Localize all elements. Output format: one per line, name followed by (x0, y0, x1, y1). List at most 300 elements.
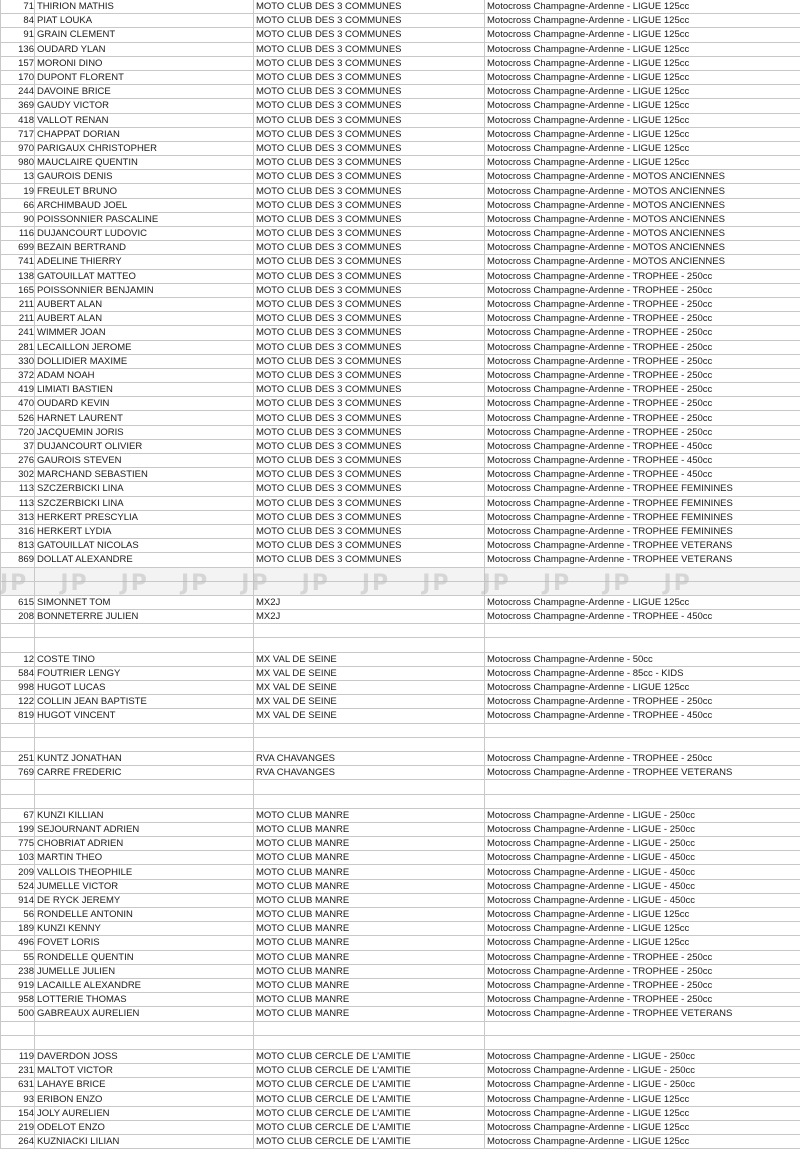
rider-name-cell: GAUDY VICTOR (35, 99, 254, 113)
rider-number-cell: 470 (1, 397, 35, 411)
category-cell: Motocross Champagne-Ardenne - TROPHEE - 450cc (485, 610, 800, 624)
rider-name-cell: RONDELLE QUENTIN (35, 950, 254, 964)
category-cell: Motocross Champagne-Ardenne - LIGUE 125cc (485, 908, 800, 922)
category-cell (485, 723, 800, 737)
rider-name-cell: POISSONNIER PASCALINE (35, 212, 254, 226)
table-row (1, 99, 800, 113)
rider-name-cell (35, 794, 254, 808)
rider-name-cell: HARNET LAURENT (35, 411, 254, 425)
club-name-cell: MOTO CLUB DES 3 COMMUNES (254, 141, 485, 155)
club-name-cell: MOTO CLUB DES 3 COMMUNES (254, 28, 485, 42)
rider-number-cell: 819 (1, 709, 35, 723)
table-row (1, 1135, 800, 1149)
club-name-cell (254, 624, 485, 638)
club-name-cell: MOTO CLUB DES 3 COMMUNES (254, 297, 485, 311)
rider-number-cell: 241 (1, 326, 35, 340)
rider-number-cell: 165 (1, 283, 35, 297)
rider-name-cell: DUJANCOURT OLIVIER (35, 439, 254, 453)
table-row (1, 908, 800, 922)
rider-number-cell: 720 (1, 425, 35, 439)
club-name-cell: MOTO CLUB CERCLE DE L'AMITIE (254, 1106, 485, 1120)
table-row (1, 411, 800, 425)
category-cell: Motocross Champagne-Ardenne - TROPHEE FEMININES (485, 482, 800, 496)
category-cell: Motocross Champagne-Ardenne - TROPHEE FEMININES (485, 524, 800, 538)
rider-number-cell: 91 (1, 28, 35, 42)
club-name-cell: MOTO CLUB DES 3 COMMUNES (254, 539, 485, 553)
watermark-logo: JP (603, 571, 632, 596)
club-name-cell: MOTO CLUB DES 3 COMMUNES (254, 510, 485, 524)
rider-name-cell: WIMMER JOAN (35, 326, 254, 340)
category-cell (485, 567, 800, 581)
club-name-cell (254, 780, 485, 794)
club-name-cell: MOTO CLUB DES 3 COMMUNES (254, 227, 485, 241)
rider-name-cell: DE RYCK JEREMY (35, 893, 254, 907)
table-row (1, 978, 800, 992)
table-row (1, 56, 800, 70)
rider-name-cell: DUJANCOURT LUDOVIC (35, 227, 254, 241)
club-name-cell: MOTO CLUB CERCLE DE L'AMITIE (254, 1135, 485, 1149)
table-row (1, 141, 800, 155)
rider-number-cell: 12 (1, 652, 35, 666)
rider-number-cell: 211 (1, 297, 35, 311)
club-name-cell: MOTO CLUB MANRE (254, 993, 485, 1007)
rider-number-cell: 526 (1, 411, 35, 425)
rider-number-cell (1, 624, 35, 638)
rider-number-cell: 584 (1, 666, 35, 680)
club-name-cell: MOTO CLUB MANRE (254, 893, 485, 907)
rider-name-cell: HUGOT VINCENT (35, 709, 254, 723)
rider-number-cell: 19 (1, 184, 35, 198)
rider-number-cell: 914 (1, 893, 35, 907)
category-cell: Motocross Champagne-Ardenne - MOTOS ANCIENNES (485, 227, 800, 241)
table-row (1, 0, 800, 14)
rider-number-cell: 264 (1, 1135, 35, 1149)
club-name-cell (254, 737, 485, 751)
table-row (1, 397, 800, 411)
rider-name-cell: THIRION MATHIS (35, 0, 254, 14)
rider-name-cell: LOTTERIE THOMAS (35, 993, 254, 1007)
rider-number-cell: 13 (1, 170, 35, 184)
category-cell: Motocross Champagne-Ardenne - LIGUE 125cc (485, 14, 800, 28)
table-row (1, 326, 800, 340)
rider-number-cell: 244 (1, 85, 35, 99)
category-cell: Motocross Champagne-Ardenne - TROPHEE - 450cc (485, 439, 800, 453)
club-name-cell (254, 1035, 485, 1049)
rider-number-cell: 208 (1, 610, 35, 624)
rider-number-cell: 500 (1, 1007, 35, 1021)
rider-name-cell: FREULET BRUNO (35, 184, 254, 198)
rider-name-cell (35, 780, 254, 794)
category-cell: Motocross Champagne-Ardenne - LIGUE - 450cc (485, 851, 800, 865)
table-row (1, 28, 800, 42)
club-name-cell: MOTO CLUB DES 3 COMMUNES (254, 340, 485, 354)
club-name-cell: MOTO CLUB DES 3 COMMUNES (254, 56, 485, 70)
table-row (1, 368, 800, 382)
rider-name-cell (35, 723, 254, 737)
rider-number-cell: 231 (1, 1064, 35, 1078)
club-name-cell: MOTO CLUB DES 3 COMMUNES (254, 468, 485, 482)
table-row (1, 1049, 800, 1063)
table-row (1, 255, 800, 269)
rider-number-cell: 238 (1, 964, 35, 978)
table-row (1, 425, 800, 439)
table-row (1, 950, 800, 964)
category-cell: Motocross Champagne-Ardenne - LIGUE 125cc (485, 56, 800, 70)
club-name-cell: MOTO CLUB DES 3 COMMUNES (254, 524, 485, 538)
table-row (1, 595, 800, 609)
club-name-cell: MOTO CLUB DES 3 COMMUNES (254, 70, 485, 84)
club-name-cell: MOTO CLUB MANRE (254, 978, 485, 992)
spacer-row (1, 1035, 800, 1049)
rider-name-cell: SZCZERBICKI LINA (35, 482, 254, 496)
table-row (1, 212, 800, 226)
club-name-cell: MOTO CLUB MANRE (254, 1007, 485, 1021)
rider-name-cell: VALLOT RENAN (35, 113, 254, 127)
table-row (1, 766, 800, 780)
watermark-logo: JP (0, 571, 29, 596)
watermark-logo: JP (180, 571, 210, 596)
rider-name-cell (35, 1035, 254, 1049)
rider-name-cell: GAUROIS STEVEN (35, 454, 254, 468)
table-row (1, 113, 800, 127)
rider-number-cell: 138 (1, 269, 35, 283)
rider-name-cell (35, 737, 254, 751)
rider-number-cell: 157 (1, 56, 35, 70)
rider-number-cell: 769 (1, 766, 35, 780)
club-name-cell: MOTO CLUB DES 3 COMMUNES (254, 14, 485, 28)
watermark-logo: JP (60, 571, 89, 596)
rider-name-cell: RONDELLE ANTONIN (35, 908, 254, 922)
rider-name-cell (35, 567, 254, 581)
rider-name-cell: SZCZERBICKI LINA (35, 496, 254, 510)
table-row (1, 241, 800, 255)
table-row (1, 510, 800, 524)
rider-number-cell (1, 638, 35, 652)
rider-name-cell: LIMIATI BASTIEN (35, 383, 254, 397)
club-name-cell: MOTO CLUB DES 3 COMMUNES (254, 439, 485, 453)
category-cell (485, 638, 800, 652)
watermark-logo: JP (482, 571, 511, 596)
watermark-logo: JP (422, 571, 451, 596)
club-name-cell: MOTO CLUB DES 3 COMMUNES (254, 326, 485, 340)
rider-number-cell: 998 (1, 681, 35, 695)
rider-name-cell: LECAILLON JEROME (35, 340, 254, 354)
table-row (1, 1007, 800, 1021)
table-row (1, 1120, 800, 1134)
table-row (1, 354, 800, 368)
table-row (1, 837, 800, 851)
category-cell: Motocross Champagne-Ardenne - TROPHEE - 250cc (485, 269, 800, 283)
spacer-row (1, 780, 800, 794)
rider-number-cell (1, 1035, 35, 1049)
club-name-cell: MOTO CLUB DES 3 COMMUNES (254, 496, 485, 510)
rider-number-cell: 154 (1, 1106, 35, 1120)
rider-name-cell: DAVOINE BRICE (35, 85, 254, 99)
table-row (1, 695, 800, 709)
rider-name-cell: DUPONT FLORENT (35, 70, 254, 84)
table-row (1, 1064, 800, 1078)
rider-number-cell: 37 (1, 439, 35, 453)
club-name-cell: MOTO CLUB MANRE (254, 865, 485, 879)
category-cell: Motocross Champagne-Ardenne - LIGUE - 250cc (485, 808, 800, 822)
club-name-cell: MOTO CLUB MANRE (254, 936, 485, 950)
club-name-cell (254, 723, 485, 737)
club-name-cell: MOTO CLUB DES 3 COMMUNES (254, 411, 485, 425)
rider-name-cell: VALLOIS THEOPHILE (35, 865, 254, 879)
club-name-cell: MOTO CLUB DES 3 COMMUNES (254, 255, 485, 269)
rider-name-cell: DOLLAT ALEXANDRE (35, 553, 254, 567)
category-cell: Motocross Champagne-Ardenne - LIGUE 125cc (485, 127, 800, 141)
rider-name-cell: MARCHAND SEBASTIEN (35, 468, 254, 482)
table-row (1, 936, 800, 950)
rider-name-cell: AUBERT ALAN (35, 297, 254, 311)
rider-name-cell: KUNZI KENNY (35, 922, 254, 936)
category-cell: Motocross Champagne-Ardenne - TROPHEE VETERANS (485, 1007, 800, 1021)
category-cell: Motocross Champagne-Ardenne - LIGUE 125cc (485, 1092, 800, 1106)
spacer-row (1, 794, 800, 808)
rider-number-cell: 741 (1, 255, 35, 269)
table-row (1, 127, 800, 141)
club-name-cell: MOTO CLUB DES 3 COMMUNES (254, 454, 485, 468)
rider-name-cell: COLLIN JEAN BAPTISTE (35, 695, 254, 709)
club-name-cell: MOTO CLUB DES 3 COMMUNES (254, 482, 485, 496)
rider-name-cell: MORONI DINO (35, 56, 254, 70)
club-name-cell: MX VAL DE SEINE (254, 681, 485, 695)
category-cell: Motocross Champagne-Ardenne - 50cc (485, 652, 800, 666)
category-cell: Motocross Champagne-Ardenne - TROPHEE - 250cc (485, 411, 800, 425)
rider-number-cell: 369 (1, 99, 35, 113)
category-cell: Motocross Champagne-Ardenne - LIGUE - 250cc (485, 1049, 800, 1063)
rider-name-cell: LAHAYE BRICE (35, 1078, 254, 1092)
category-cell: Motocross Champagne-Ardenne - LIGUE 125cc (485, 85, 800, 99)
table-row (1, 993, 800, 1007)
table-row (1, 14, 800, 28)
spacer-row (1, 567, 800, 581)
table-row (1, 312, 800, 326)
rider-number-cell: 699 (1, 241, 35, 255)
table-row (1, 42, 800, 56)
club-name-cell: MOTO CLUB MANRE (254, 808, 485, 822)
category-cell: Motocross Champagne-Ardenne - TROPHEE VETERANS (485, 539, 800, 553)
rider-number-cell (1, 794, 35, 808)
table-row (1, 269, 800, 283)
rider-number-cell: 189 (1, 922, 35, 936)
category-cell (485, 780, 800, 794)
rider-name-cell: GABREAUX AURELIEN (35, 1007, 254, 1021)
rider-name-cell: JACQUEMIN JORIS (35, 425, 254, 439)
category-cell: Motocross Champagne-Ardenne - 85cc - KIDS (485, 666, 800, 680)
category-cell: Motocross Champagne-Ardenne - TROPHEE - 250cc (485, 978, 800, 992)
rider-name-cell: MALTOT VICTOR (35, 1064, 254, 1078)
rider-number-cell: 615 (1, 595, 35, 609)
category-cell: Motocross Champagne-Ardenne - TROPHEE - 250cc (485, 425, 800, 439)
club-name-cell: MOTO CLUB MANRE (254, 879, 485, 893)
table-row (1, 524, 800, 538)
rider-name-cell: DOLLIDIER MAXIME (35, 354, 254, 368)
table-row (1, 681, 800, 695)
rider-number-cell: 496 (1, 936, 35, 950)
rider-number-cell: 631 (1, 1078, 35, 1092)
table-row (1, 297, 800, 311)
category-cell: Motocross Champagne-Ardenne - LIGUE 125cc (485, 28, 800, 42)
club-name-cell: MOTO CLUB DES 3 COMMUNES (254, 283, 485, 297)
club-name-cell: MX VAL DE SEINE (254, 652, 485, 666)
category-cell: Motocross Champagne-Ardenne - MOTOS ANCIENNES (485, 241, 800, 255)
rider-number-cell: 418 (1, 113, 35, 127)
category-cell: Motocross Champagne-Ardenne - TROPHEE FEMININES (485, 496, 800, 510)
category-cell: Motocross Champagne-Ardenne - LIGUE 125cc (485, 922, 800, 936)
table-row (1, 283, 800, 297)
rider-number-cell: 113 (1, 482, 35, 496)
rider-number-cell: 71 (1, 0, 35, 14)
watermark-logo: JP (361, 571, 391, 596)
club-name-cell: MOTO CLUB DES 3 COMMUNES (254, 241, 485, 255)
rider-number-cell: 170 (1, 70, 35, 84)
rider-number-cell (1, 567, 35, 581)
rider-number-cell: 90 (1, 212, 35, 226)
category-cell: Motocross Champagne-Ardenne - LIGUE - 250cc (485, 837, 800, 851)
category-cell: Motocross Champagne-Ardenne - TROPHEE - 250cc (485, 993, 800, 1007)
category-cell: Motocross Champagne-Ardenne - MOTOS ANCIENNES (485, 184, 800, 198)
club-name-cell: RVA CHAVANGES (254, 751, 485, 765)
category-cell: Motocross Champagne-Ardenne - TROPHEE - 250cc (485, 950, 800, 964)
category-cell: Motocross Champagne-Ardenne - TROPHEE - 250cc (485, 964, 800, 978)
rider-number-cell: 251 (1, 751, 35, 765)
club-name-cell: MX2J (254, 595, 485, 609)
rider-name-cell: POISSONNIER BENJAMIN (35, 283, 254, 297)
rider-number-cell: 84 (1, 14, 35, 28)
club-name-cell: MOTO CLUB DES 3 COMMUNES (254, 113, 485, 127)
table-row (1, 85, 800, 99)
club-name-cell: MOTO CLUB DES 3 COMMUNES (254, 127, 485, 141)
rider-number-cell (1, 581, 35, 595)
club-name-cell: MOTO CLUB DES 3 COMMUNES (254, 42, 485, 56)
club-name-cell: MOTO CLUB MANRE (254, 822, 485, 836)
table-row (1, 851, 800, 865)
club-name-cell: MOTO CLUB DES 3 COMMUNES (254, 198, 485, 212)
rider-name-cell: HUGOT LUCAS (35, 681, 254, 695)
table-row (1, 496, 800, 510)
rider-number-cell: 66 (1, 198, 35, 212)
rider-number-cell: 116 (1, 227, 35, 241)
category-cell: Motocross Champagne-Ardenne - LIGUE - 450cc (485, 865, 800, 879)
table-row (1, 709, 800, 723)
club-name-cell (254, 794, 485, 808)
rider-number-cell (1, 737, 35, 751)
club-name-cell: MOTO CLUB CERCLE DE L'AMITIE (254, 1064, 485, 1078)
category-cell: Motocross Champagne-Ardenne - TROPHEE VETERANS (485, 766, 800, 780)
spacer-row (1, 1021, 800, 1035)
table-row (1, 1078, 800, 1092)
category-cell (485, 794, 800, 808)
category-cell: Motocross Champagne-Ardenne - LIGUE 125cc (485, 42, 800, 56)
rider-name-cell (35, 581, 254, 595)
category-cell: Motocross Champagne-Ardenne - TROPHEE - 250cc (485, 326, 800, 340)
club-name-cell: MOTO CLUB DES 3 COMMUNES (254, 397, 485, 411)
club-name-cell (254, 638, 485, 652)
rider-name-cell: ADAM NOAH (35, 368, 254, 382)
rider-name-cell: MARTIN THEO (35, 851, 254, 865)
rider-name-cell: KUZNIACKI LILIAN (35, 1135, 254, 1149)
rider-name-cell: AUBERT ALAN (35, 312, 254, 326)
category-cell: Motocross Champagne-Ardenne - TROPHEE - 450cc (485, 454, 800, 468)
category-cell: Motocross Champagne-Ardenne - TROPHEE - 250cc (485, 383, 800, 397)
table-row (1, 553, 800, 567)
rider-name-cell: FOUTRIER LENGY (35, 666, 254, 680)
table-row (1, 652, 800, 666)
spacer-row (1, 737, 800, 751)
category-cell: Motocross Champagne-Ardenne - LIGUE 125cc (485, 113, 800, 127)
club-name-cell: MX2J (254, 610, 485, 624)
table-row (1, 865, 800, 879)
category-cell: Motocross Champagne-Ardenne - MOTOS ANCIENNES (485, 198, 800, 212)
table-row (1, 539, 800, 553)
club-name-cell: MOTO CLUB DES 3 COMMUNES (254, 553, 485, 567)
rider-name-cell: PARIGAUX CHRISTOPHER (35, 141, 254, 155)
club-name-cell: MX VAL DE SEINE (254, 695, 485, 709)
rider-number-cell: 316 (1, 524, 35, 538)
category-cell: Motocross Champagne-Ardenne - LIGUE 125cc (485, 1120, 800, 1134)
category-cell: Motocross Champagne-Ardenne - TROPHEE - 250cc (485, 340, 800, 354)
rider-number-cell: 281 (1, 340, 35, 354)
table-row (1, 1106, 800, 1120)
rider-number-cell: 113 (1, 496, 35, 510)
spacer-row (1, 624, 800, 638)
table-row (1, 1092, 800, 1106)
rider-number-cell: 813 (1, 539, 35, 553)
club-name-cell: MOTO CLUB DES 3 COMMUNES (254, 0, 485, 14)
rider-name-cell: HERKERT PRESCYLIA (35, 510, 254, 524)
rider-name-cell: BONNETERRE JULIEN (35, 610, 254, 624)
category-cell: Motocross Champagne-Ardenne - LIGUE - 450cc (485, 893, 800, 907)
category-cell: Motocross Champagne-Ardenne - LIGUE - 450cc (485, 879, 800, 893)
club-name-cell (254, 1021, 485, 1035)
table-row (1, 808, 800, 822)
club-name-cell: MX VAL DE SEINE (254, 709, 485, 723)
rider-number-cell: 372 (1, 368, 35, 382)
rider-name-cell (35, 1021, 254, 1035)
category-cell (485, 1021, 800, 1035)
category-cell: Motocross Champagne-Ardenne - MOTOS ANCIENNES (485, 212, 800, 226)
table-row (1, 666, 800, 680)
rider-number-cell: 958 (1, 993, 35, 1007)
rider-number-cell: 103 (1, 851, 35, 865)
rider-number-cell: 970 (1, 141, 35, 155)
rider-name-cell: JUMELLE JULIEN (35, 964, 254, 978)
category-cell: Motocross Champagne-Ardenne - MOTOS ANCIENNES (485, 255, 800, 269)
rider-number-cell: 209 (1, 865, 35, 879)
category-cell: Motocross Champagne-Ardenne - TROPHEE - 250cc (485, 354, 800, 368)
rider-number-cell: 122 (1, 695, 35, 709)
spacer-row (1, 723, 800, 737)
rider-number-cell: 330 (1, 354, 35, 368)
rider-name-cell: ARCHIMBAUD JOEL (35, 198, 254, 212)
rider-name-cell: GAUROIS DENIS (35, 170, 254, 184)
category-cell: Motocross Champagne-Ardenne - TROPHEE - 250cc (485, 297, 800, 311)
category-cell: Motocross Champagne-Ardenne - TROPHEE - 450cc (485, 468, 800, 482)
rider-number-cell: 869 (1, 553, 35, 567)
club-name-cell: MOTO CLUB MANRE (254, 851, 485, 865)
table-row (1, 822, 800, 836)
rider-name-cell: BEZAIN BERTRAND (35, 241, 254, 255)
rider-name-cell: SEJOURNANT ADRIEN (35, 822, 254, 836)
rider-number-cell (1, 1021, 35, 1035)
table-row (1, 610, 800, 624)
spacer-row (1, 581, 800, 595)
rider-name-cell: CHAPPAT DORIAN (35, 127, 254, 141)
category-cell: Motocross Champagne-Ardenne - LIGUE - 250cc (485, 822, 800, 836)
rider-number-cell: 93 (1, 1092, 35, 1106)
